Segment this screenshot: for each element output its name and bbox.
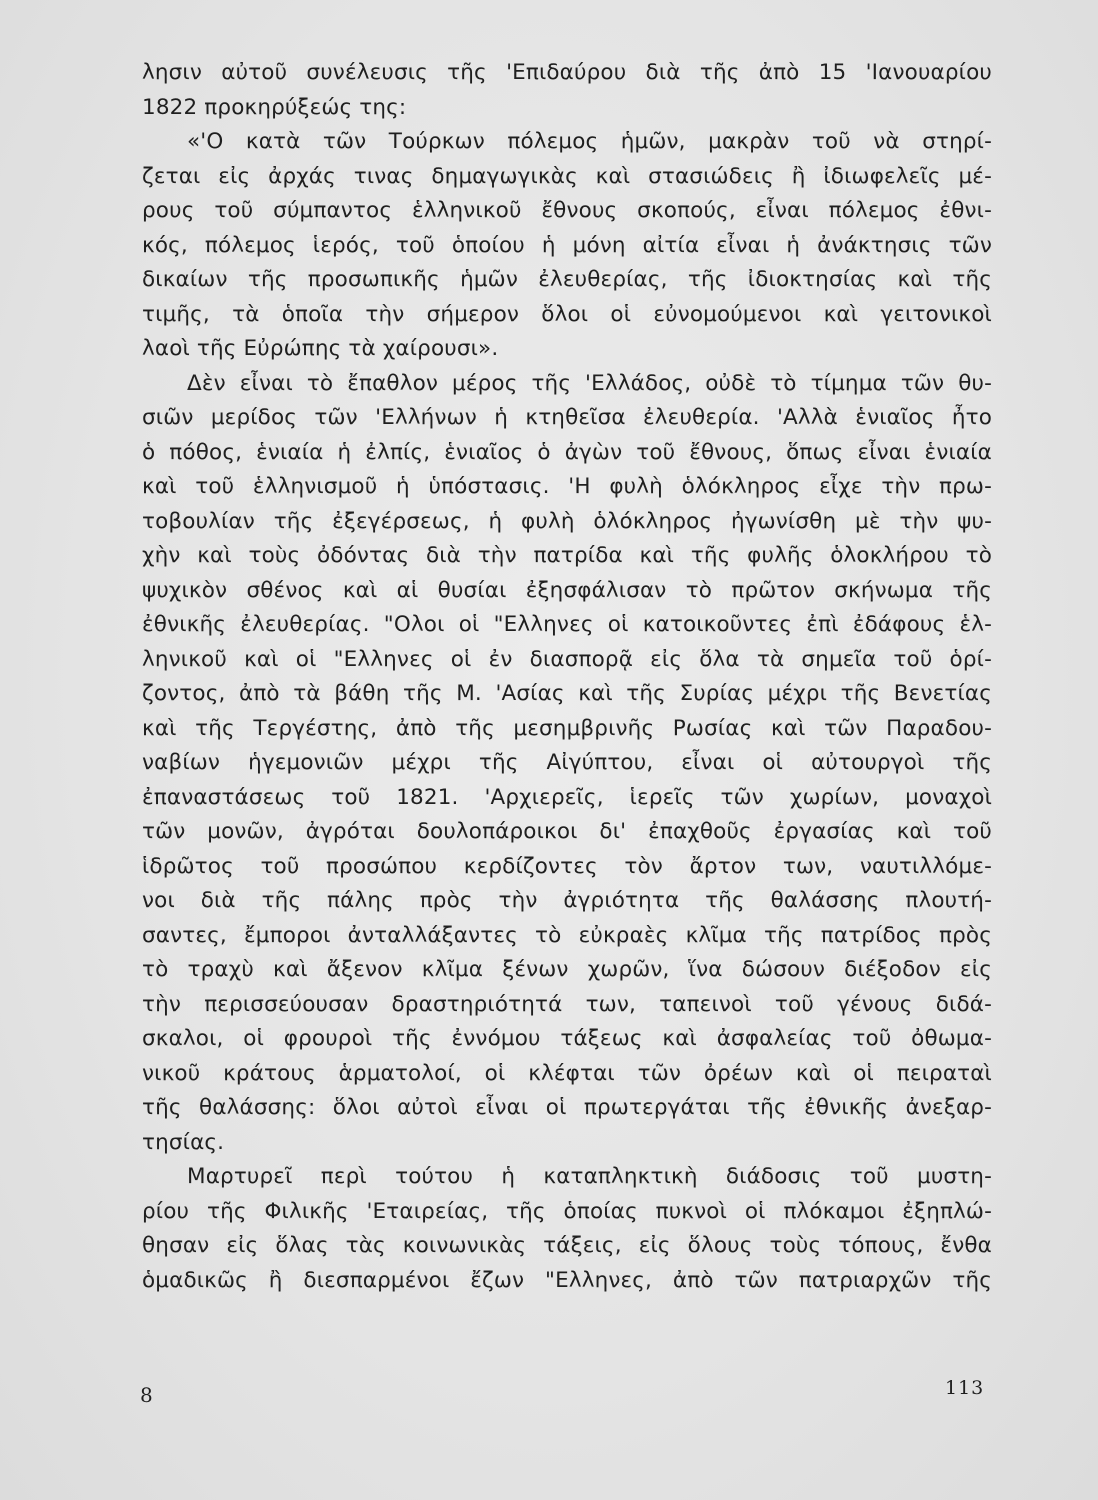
text-line: τιμῆς, τὰ ὁποῖα τὴν σήμερον ὅλοι οἱ εὐνομούμενοι καὶ γειτονικοὶ [142,301,992,327]
text-line: σιῶν μερίδος τῶν 'Ελλήνων ἡ κτηθεῖσα ἐλευθερία. 'Αλλὰ ἑνιαῖος ἦτο [142,405,992,430]
text-line: τὸ τραχὺ καὶ ἄξενον κλῖμα ξένων χωρῶν, ἵνα δώσουν διέξοδον εἰς [142,957,992,982]
text-line: χὴν καὶ τοὺς ὀδόντας διὰ τὴν πατρίδα καὶ τῆς φυλῆς ὁλοκλήρου τὸ [142,543,992,568]
text-line: ἱδρῶτος τοῦ προσώπου κερδίζοντες τὸν ἄρτον των, ναυτιλλόμε- [142,853,992,879]
text-line: ἐπαναστάσεως τοῦ 1821. 'Αρχιερεῖς, ἱερεῖς τῶν χωρίων, μοναχοὶ [142,784,992,810]
text-line: δικαίων τῆς προσωπικῆς ἡμῶν ἐλευθερίας, τῆς ἰδιοκτησίας καὶ τῆς [142,267,992,292]
text-line: θησαν εἰς ὅλας τὰς κοινωνικὰς τάξεις, εἰς ὅλους τοὺς τόπους, ἔνθα [142,1233,992,1258]
text-line: ναβίων ἡγεμονιῶν μέχρι τῆς Αἰγύπτου, εἶναι οἱ αὐτουργοὶ τῆς [142,750,992,775]
signature-mark: 8 [140,1383,153,1407]
text-line: λησιν αὐτοῦ συνέλευσις τῆς 'Επιδαύρου διὰ τῆς ἀπὸ 15 'Ιανουαρίου [142,60,992,85]
text-line: καὶ τοῦ ἑλληνισμοῦ ἡ ὑπόστασις. 'Η φυλὴ ὁλόκληρος εἶχε τὴν πρω- [142,474,992,499]
text-line: νοι διὰ τῆς πάλης πρὸς τὴν ἀγριότητα τῆς θαλάσσης πλουτή- [142,888,992,913]
text-line: ἐθνικῆς ἐλευθερίας. "Ολοι οἱ "Ελληνες οἱ κατοικοῦντες ἐπὶ ἐδάφους ἑλ- [142,612,992,637]
text-line: λαοὶ τῆς Εὐρώπης τὰ χαίρουσι». [142,336,499,361]
text-line: ψυχικὸν σθένος καὶ αἱ θυσίαι ἐξησφάλισαν τὸ πρῶτον σκήνωμα τῆς [142,577,992,603]
text-line: 1822 προκηρύξεώς της: [142,94,407,120]
text-line: τῆς θαλάσσης: ὅλοι αὐτοὶ εἶναι οἱ πρωτεργάται τῆς ἐθνικῆς ἀνεξαρ- [142,1095,992,1120]
text-line: ζεται εἰς ἀρχάς τινας δημαγωγικὰς καὶ στασιώδεις ἢ ἰδιωφελεῖς μέ- [142,163,992,189]
text-line: τοβουλίαν τῆς ἐξεγέρσεως, ἡ φυλὴ ὁλόκληρος ἠγωνίσθη μὲ τὴν ψυ- [142,508,992,534]
page-number: 113 [945,1377,985,1399]
text-line: νικοῦ κράτους ἁρματολοί, οἱ κλέφται τῶν ὀρέων καὶ οἱ πειραταὶ [142,1060,992,1086]
text-line: ρίου τῆς Φιλικῆς 'Εταιρείας, τῆς ὁποίας πυκνοὶ οἱ πλόκαμοι ἐξηπλώ- [142,1198,992,1224]
text-line: ὁμαδικῶς ἢ διεσπαρμένοι ἔζων "Ελληνες, ἀπὸ τῶν πατριαρχῶν τῆς [142,1267,992,1293]
text-line: τὴν περισσεύουσαν δραστηριότητά των, ταπεινοὶ τοῦ γένους διδά- [142,991,992,1017]
text-line: ζοντος, ἀπὸ τὰ βάθη τῆς Μ. 'Ασίας καὶ τῆς Συρίας μέχρι τῆς Βενετίας [142,681,992,706]
text-line: τησίας. [142,1129,225,1155]
text-line: κός, πόλεμος ἱερός, τοῦ ὁποίου ἡ μόνη αἰτία εἶναι ἡ ἀνάκτησις τῶν [142,232,992,258]
text-line: σκαλοι, οἱ φρουροὶ τῆς ἐννόμου τάξεως καὶ ἀσφαλείας τοῦ ὀθωμα- [142,1026,992,1051]
text-line: «'Ο κατὰ τῶν Τούρκων πόλεμος ἡμῶν, μακρὰν τοῦ νὰ στηρί- [187,129,992,154]
text-line: Μαρτυρεῖ περὶ τούτου ἡ καταπληκτικὴ διάδοσις τοῦ μυστη- [187,1164,992,1189]
text-line: σαντες, ἔμποροι ἀνταλλάξαντες τὸ εὐκραὲς κλῖμα τῆς πατρίδος πρὸς [142,922,992,948]
text-line: ὁ πόθος, ἑνιαία ἡ ἐλπίς, ἑνιαῖος ὁ ἀγὼν τοῦ ἔθνους, ὅπως εἶναι ἑνιαία [142,439,992,465]
text-line: τῶν μονῶν, ἀγρόται δουλοπάροικοι δι' ἐπαχθοῦς ἐργασίας καὶ τοῦ [142,819,992,844]
text-line: ληνικοῦ καὶ οἱ "Ελληνες οἱ ἐν διασπορᾷ εἰς ὅλα τὰ σημεῖα τοῦ ὁρί- [142,646,992,672]
text-line: καὶ τῆς Τεργέστης, ἀπὸ τῆς μεσημβρινῆς Ρωσίας καὶ τῶν Παραδου- [142,715,992,741]
text-line: Δὲν εἶναι τὸ ἔπαθλον μέρος τῆς 'Ελλάδος, οὐδὲ τὸ τίμημα τῶν θυ- [187,370,992,396]
text-line: ρους τοῦ σύμπαντος ἑλληνικοῦ ἔθνους σκοπούς, εἶναι πόλεμος ἐθνι- [142,198,992,223]
body-text [142,56,992,1298]
